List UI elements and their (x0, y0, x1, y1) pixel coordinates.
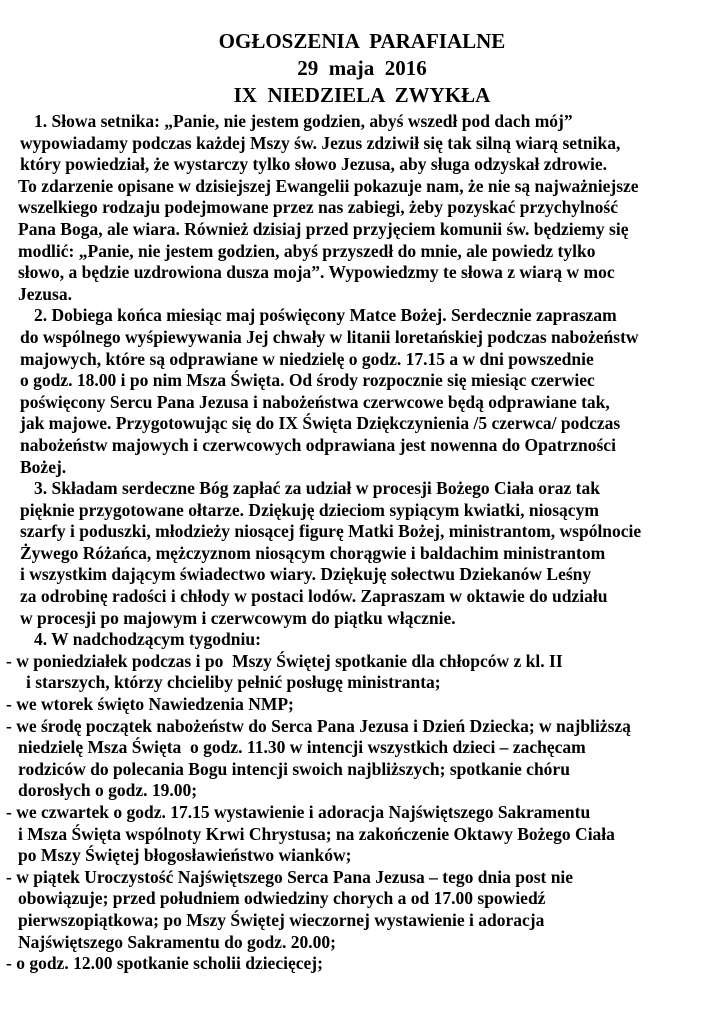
schedule-item-line: dorosłych o godz. 19.00; (18, 780, 198, 801)
schedule-item-line: obowiązuje; przed południem odwiedziny chorych a od 17.00 spowiedź (18, 888, 546, 909)
paragraph-2-line: Bożej. (20, 456, 67, 477)
paragraph-3-line: szarfy i poduszki, młodzieży niosącej figurę Matki Bożej, ministrantom, wspólnocie (20, 521, 642, 542)
paragraph-2-line: 2. Dobiega końca miesiąc maj poświęcony Matce Bożej. Serdecznie zapraszam (34, 305, 617, 326)
schedule-item-line: - o godz. 12.00 spotkanie scholii dziecięcej; (6, 953, 323, 974)
schedule-item-line: - w poniedziałek podczas i po Mszy Świętej spotkanie dla chłopców z kl. II (6, 650, 563, 671)
paragraph-3-line: pięknie przygotowane ołtarze. Dziękuję dzieciom sypiącym kwiatki, niosącym (20, 499, 599, 520)
paragraph-2-line: majowych, które są odprawiane w niedzielę o godz. 17.15 a w dni powszednie (20, 348, 594, 369)
paragraph-4-heading: 4. W nadchodzącym tygodniu: (34, 629, 261, 650)
paragraph-1-line: 1. Słowa setnika: „Panie, nie jestem godzien, abyś wszedł pod dach mój” (34, 111, 573, 131)
schedule-item-line: pierwszopiątkowa; po Mszy Świętej wieczornej wystawienie i adoracja (18, 909, 545, 930)
paragraph-2-line: poświęcony Sercu Pana Jezusa i nabożeństwa czerwcowe będą odprawiane tak, (20, 391, 610, 412)
schedule-item-line: - we wtorek święto Nawiedzenia NMP; (6, 694, 294, 715)
paragraph-3-line: 3. Składam serdeczne Bóg zapłać za udział w procesji Bożego Ciała oraz tak (34, 478, 600, 499)
paragraph-3-line: Żywego Różańca, mężczyznom niosącym chorągwie i baldachim ministrantom (20, 542, 606, 563)
schedule-item-line: - w piątek Uroczystość Najświętszego Serca Pana Jezusa – tego dnia post nie (6, 866, 574, 887)
paragraph-2-line: o godz. 18.00 i po nim Msza Święta. Od środy rozpocznie się miesiąc czerwiec (20, 370, 595, 391)
paragraph-2-line: jak majowe. Przygotowując się do IX Święta Dziękczynienia /5 czerwca/ podczas (20, 413, 621, 434)
paragraph-1-line: który powiedział, że wystarczy tylko słowo Jezusa, aby sługa odzyskał zdrowie. (20, 154, 608, 175)
paragraph-2-line: do wspólnego wyśpiewywania Jej chwały w litanii loretańskiej podczas nabożeństw (20, 326, 639, 347)
paragraph-1-line: Pana Boga, ale wiara. Również dzisiaj przed przyjęciem komunii św. będziemy się (18, 218, 629, 239)
announcement-body (0, 111, 724, 975)
schedule-item-line: - we czwartek o godz. 17.15 wystawienie i adoracja Najświętszego Sakramentu (6, 802, 591, 822)
announcement-date: 29 maja 2016 (297, 56, 427, 80)
paragraph-1-line: wszelkiego rodzaju podejmowane przez nas zabiegi, żeby pozyskać przychylność (18, 197, 618, 218)
announcement-header (0, 28, 724, 109)
schedule-item-line: - we środę początek nabożeństw do Serca Pana Jezusa i Dzień Dziecka; w najbliższą (6, 715, 631, 736)
schedule-item-line: Najświętszego Sakramentu do godz. 20.00; (18, 931, 336, 952)
paragraph-3-line: i wszystkim dającym świadectwo wiary. Dziękuję sołectwu Dziekanów Leśny (20, 564, 592, 585)
schedule-item-line: i Msza Święta wspólnoty Krwi Chrystusa; na zakończenie Oktawy Bożego Ciała (18, 823, 615, 844)
paragraph-1-line: To zdarzenie opisane w dzisiejszej Ewangelii pokazuje nam, że nie są najważniejsze (18, 175, 639, 196)
paragraph-1-line: wypowiadamy podczas każdej Mszy św. Jezus zdziwił się tak silną wiarą setnika, (20, 132, 621, 153)
paragraph-3-line: za odrobinę radości i chłody w postaci lodów. Zapraszam w oktawie do udziału (20, 586, 608, 607)
paragraph-1-line: Jezusa. (18, 283, 72, 304)
paragraph-3-line: w procesji po majowym i czerwcowym do piątku włącznie. (20, 607, 456, 628)
schedule-item-line: po Mszy Świętej błogosławieństwo wianków; (18, 845, 352, 866)
schedule-item-line: niedzielę Msza Święta o godz. 11.30 w intencji wszystkich dzieci – zachęcam (18, 737, 586, 758)
schedule-item-line: i starszych, którzy chcieliby pełnić posługę ministranta; (26, 672, 441, 693)
announcement-sunday: IX NIEDZIELA ZWYKŁA (233, 83, 491, 107)
announcement-title: OGŁOSZENIA PARAFIALNE (218, 29, 506, 53)
paragraph-1-line: modlić: „Panie, nie jestem godzien, abyś przyszedł do mnie, ale powiedz tylko (18, 240, 596, 261)
schedule-item-line: rodziców do polecania Bogu intencji swoich najbliższych; spotkanie chóru (18, 758, 570, 779)
paragraph-2-line: nabożeństw majowych i czerwcowych odprawiana jest nowenna do Opatrzności (20, 434, 616, 455)
paragraph-1-line: słowo, a będzie uzdrowiona dusza moja”. Wypowiedzmy te słowa z wiarą w moc (18, 262, 615, 283)
